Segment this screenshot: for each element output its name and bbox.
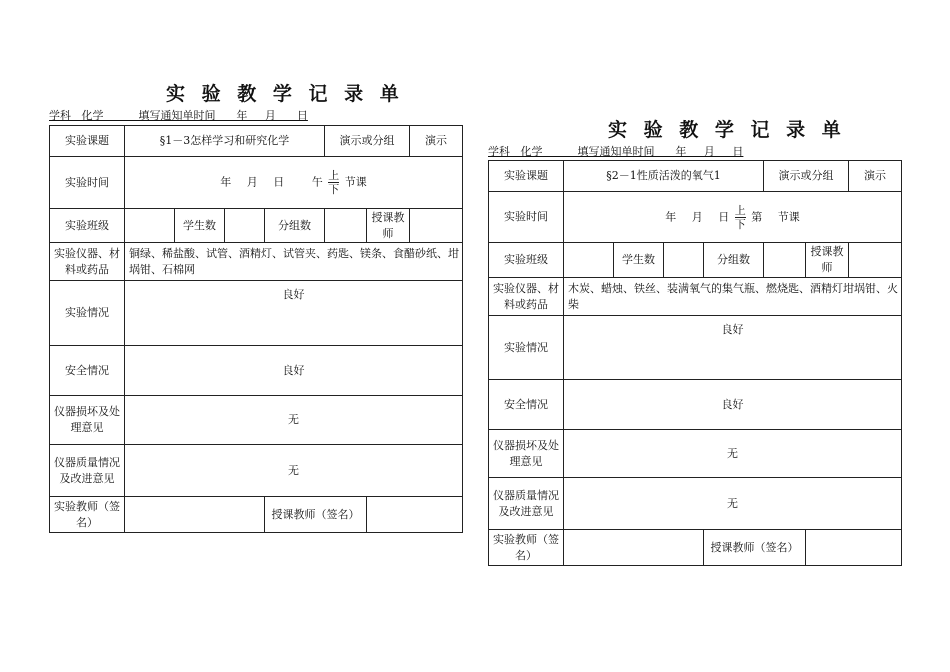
situation-label: 实验情况 (50, 281, 125, 346)
quality-label: 仪器质量情况及改进意见 (50, 445, 125, 497)
topic-value[interactable]: §1－3怎样学习和研究化学 (125, 126, 325, 157)
topic-label: 实验课题 (50, 126, 125, 157)
students-value[interactable] (664, 243, 704, 278)
class-teacher-signature[interactable] (367, 497, 463, 533)
topic-value[interactable]: §2－1性质活泼的氧气1 (564, 161, 764, 192)
left-subject-line: 学科 化学 填写通知单时间 年 月 日 (49, 109, 308, 122)
time-down: 下 (328, 183, 340, 196)
topic-label: 实验课题 (489, 161, 564, 192)
class-value[interactable] (564, 243, 614, 278)
time-day: 日 (718, 210, 730, 223)
exp-teacher-label: 实验教师（签名） (489, 530, 564, 566)
time-up-down (735, 205, 746, 230)
time-value[interactable] (125, 157, 463, 209)
quality-value[interactable]: 无 (125, 445, 463, 497)
damage-value[interactable]: 无 (564, 430, 902, 478)
quality-label: 仪器质量情况及改进意见 (489, 478, 564, 530)
time-month: 月 (246, 175, 258, 189)
safety-label: 安全情况 (489, 380, 564, 430)
time-year: 年 (665, 210, 677, 223)
teacher-label: 授课教师 (367, 209, 410, 243)
safety-value[interactable]: 良好 (564, 380, 902, 430)
time-wu: 午 (311, 175, 323, 189)
time-up-down (328, 170, 339, 195)
damage-label: 仪器损坏及处理意见 (489, 430, 564, 478)
class-teacher-label: 授课教师（签名） (704, 530, 806, 566)
right-record-table (488, 160, 902, 566)
quality-value[interactable]: 无 (564, 478, 902, 530)
exp-teacher-label: 实验教师（签名） (50, 497, 125, 533)
time-up: 上 (328, 169, 340, 182)
materials-value[interactable]: 铜绿、稀盐酸、试管、酒精灯、试管夹、药匙、镁条、食醋砂纸、坩埚钳、石棉网 (125, 243, 463, 281)
time-lesson: 节课 (344, 175, 367, 189)
time-value[interactable] (564, 192, 902, 243)
groups-label: 分组数 (704, 243, 764, 278)
students-value[interactable] (225, 209, 265, 243)
damage-label: 仪器损坏及处理意见 (50, 396, 125, 445)
class-teacher-signature[interactable] (806, 530, 902, 566)
time-di: 第 (751, 210, 763, 223)
class-label: 实验班级 (50, 209, 125, 243)
teacher-label: 授课教师 (806, 243, 849, 278)
time-lesson: 节课 (777, 210, 800, 223)
mode-label: 演示或分组 (325, 126, 410, 157)
teacher-value[interactable] (410, 209, 463, 243)
materials-label: 实验仪器、材料或药品 (489, 278, 564, 316)
groups-value[interactable] (325, 209, 367, 243)
students-label: 学生数 (175, 209, 225, 243)
time-day: 日 (273, 175, 285, 189)
exp-teacher-signature[interactable] (564, 530, 704, 566)
groups-value[interactable] (764, 243, 806, 278)
groups-label: 分组数 (265, 209, 325, 243)
situation-value[interactable]: 良好 (125, 281, 463, 346)
time-label: 实验时间 (489, 192, 564, 243)
time-year: 年 (220, 175, 232, 189)
students-label: 学生数 (614, 243, 664, 278)
class-teacher-label: 授课教师（签名） (265, 497, 367, 533)
left-record-table (49, 125, 463, 533)
time-month: 月 (691, 210, 703, 223)
exp-teacher-signature[interactable] (125, 497, 265, 533)
situation-value[interactable]: 良好 (564, 316, 902, 380)
class-label: 实验班级 (489, 243, 564, 278)
mode-value[interactable]: 演示 (410, 126, 463, 157)
safety-value[interactable]: 良好 (125, 346, 463, 396)
teacher-value[interactable] (849, 243, 902, 278)
materials-value[interactable]: 木炭、蜡烛、铁丝、装满氧气的集气瓶、燃烧匙、酒精灯坩埚钳、火柴 (564, 278, 902, 316)
mode-value[interactable]: 演示 (849, 161, 902, 192)
time-down: 下 (734, 217, 746, 231)
damage-value[interactable]: 无 (125, 396, 463, 445)
situation-label: 实验情况 (489, 316, 564, 380)
right-subject-line: 学科 化学 填写通知单时间 年 月 日 (488, 145, 744, 158)
mode-label: 演示或分组 (764, 161, 849, 192)
left-form-title: 实 验 教 学 记 录 单 (166, 83, 404, 105)
class-value[interactable] (125, 209, 175, 243)
safety-label: 安全情况 (50, 346, 125, 396)
materials-label: 实验仪器、材料或药品 (50, 243, 125, 281)
time-up: 上 (734, 203, 746, 217)
time-label: 实验时间 (50, 157, 125, 209)
right-form-title: 实 验 教 学 记 录 单 (608, 119, 846, 141)
